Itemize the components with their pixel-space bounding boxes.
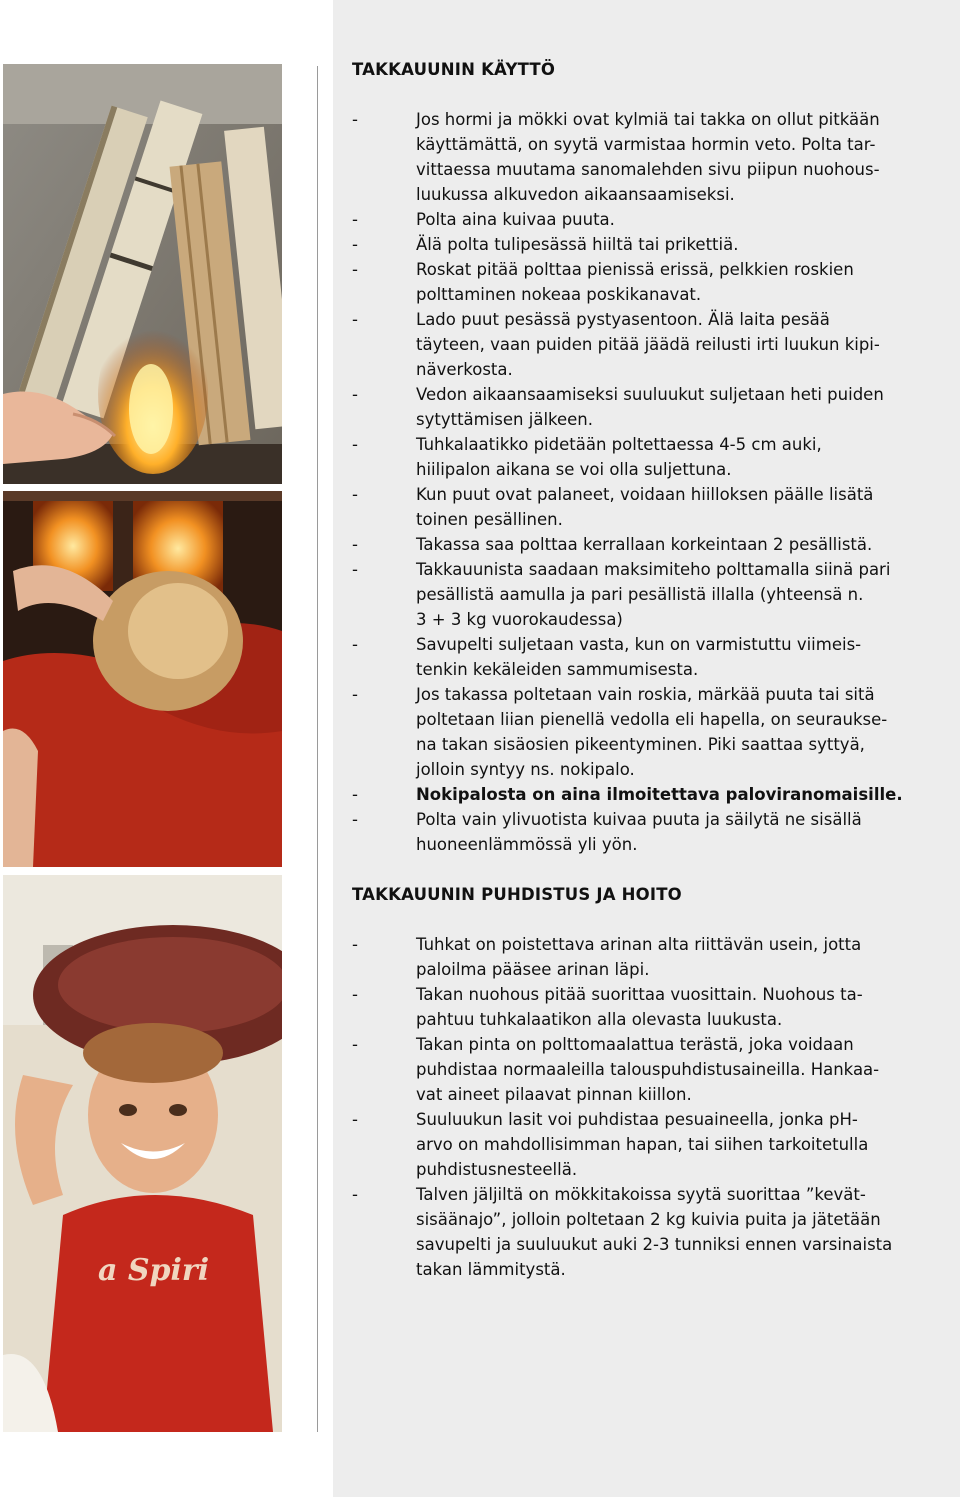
- list-item-text: Polta aina kuivaa puuta.: [416, 210, 615, 229]
- list-item-text: Takan nuohous pitää suorittaa vuosittain. Nuohous ta- pahtuu tuhkalaatikon alla olevasta luukusta.: [416, 985, 863, 1029]
- bullet-dash: -: [352, 935, 358, 954]
- bullet-dash: -: [352, 485, 358, 504]
- list-item: [352, 682, 942, 782]
- list-item: [352, 482, 942, 532]
- list-item: [352, 207, 942, 232]
- list-item: [352, 432, 942, 482]
- photo-woman-by-fireplace: [3, 491, 282, 867]
- list-item-text: Jos hormi ja mökki ovat kylmiä tai takka on ollut pitkään käyttämättä, on syytä varmistaa hormin veto. Polta tar- vittaessa muutama sanomalehden sivu piipun nuohous- luukussa alkuvedon aikaansaamiseksi.: [416, 110, 880, 204]
- list-item-text: Älä polta tulipesässä hiiltä tai prikettiä.: [416, 235, 739, 254]
- list-item: [352, 932, 942, 982]
- list-item: [352, 382, 942, 432]
- vertical-divider: [317, 66, 318, 1432]
- list-item-text: Polta vain ylivuotista kuivaa puuta ja säilytä ne sisällä huoneenlämmössä yli yön.: [416, 810, 862, 854]
- bullet-dash: -: [352, 1110, 358, 1129]
- list-item-text: Takkauunista saadaan maksimiteho polttamalla siinä pari pesällistä aamulla ja pari pesällistä illalla (yhteensä n. 3 + 3 kg vuorokaudessa): [416, 560, 891, 629]
- list-item-text: Takassa saa polttaa kerrallaan korkeintaan 2 pesällistä.: [416, 535, 873, 554]
- bullet-dash: -: [352, 635, 358, 654]
- list-item: [352, 632, 942, 682]
- list-item: [352, 532, 942, 557]
- list-item-text: Roskat pitää polttaa pienissä erissä, pelkkien roskien polttaminen nokeaa poskikanavat.: [416, 260, 854, 304]
- bullet-dash: -: [352, 535, 358, 554]
- photo-boy-with-cushion: [3, 875, 282, 1432]
- usage-list: [352, 107, 942, 857]
- list-item: [352, 107, 942, 207]
- bullet-dash: -: [352, 385, 358, 404]
- photo-firewood-fire: [3, 64, 282, 484]
- bullet-dash: -: [352, 1035, 358, 1054]
- bullet-dash: -: [352, 260, 358, 279]
- list-item: [352, 982, 942, 1032]
- bullet-dash: -: [352, 1185, 358, 1204]
- bullet-dash: -: [352, 310, 358, 329]
- list-item-text: Jos takassa poltetaan vain roskia, märkää puuta tai sitä poltetaan liian pienellä vedolla eli hapella, on seuraukse- na takan sisäosien pikeentyminen. Piki saattaa syttyä, jolloin syntyy ns. nokipalo.: [416, 685, 888, 779]
- list-item: [352, 1107, 942, 1182]
- bullet-dash: -: [352, 210, 358, 229]
- list-item-text: Tuhkat on poistettava arinan alta riittävän usein, jotta paloilma pääsee arinan läpi.: [416, 935, 862, 979]
- bullet-dash: -: [352, 435, 358, 454]
- list-item-text: Takan pinta on polttomaalattua terästä, joka voidaan puhdistaa normaaleilla talouspuhdistusaineilla. Hankaa- vat aineet pilaavat pinnan kiillon.: [416, 1035, 880, 1104]
- list-item: [352, 1032, 942, 1107]
- list-item: [352, 257, 942, 307]
- list-item-text: Lado puut pesässä pystyasentoon. Älä laita pesää täyteen, vaan puiden pitää jäädä reilusti irti luukun kipi- näverkosta.: [416, 310, 880, 379]
- list-item: [352, 1182, 942, 1282]
- list-item: [352, 307, 942, 382]
- bullet-dash: -: [352, 110, 358, 129]
- list-item-text: Savupelti suljetaan vasta, kun on varmistuttu viimeis- tenkin kekäleiden sammumisesta.: [416, 635, 862, 679]
- text-content: [352, 57, 942, 1282]
- list-item-text: Kun puut ovat palaneet, voidaan hiilloksen päälle lisätä toinen pesällinen.: [416, 485, 874, 529]
- bullet-dash: -: [352, 810, 358, 829]
- list-item-text: Tuhkalaatikko pidetään poltettaessa 4-5 cm auki, hiilipalon aikana se voi olla suljettuna.: [416, 435, 822, 479]
- list-item: [352, 232, 942, 257]
- bullet-dash: -: [352, 235, 358, 254]
- list-item-text-bold: Nokipalosta on aina ilmoitettava paloviranomaisille.: [416, 785, 903, 804]
- section-title-cleaning: TAKKAUUNIN PUHDISTUS JA HOITO: [352, 885, 682, 904]
- list-item: [352, 557, 942, 632]
- bullet-dash: -: [352, 685, 358, 704]
- bullet-dash: -: [352, 785, 358, 804]
- list-item-text: Suuluukun lasit voi puhdistaa pesuaineella, jonka pH- arvo on mahdollisimman hapan, tai siihen tarkoitetulla puhdistusnesteellä.: [416, 1110, 869, 1179]
- bullet-dash: -: [352, 985, 358, 1004]
- list-item: [352, 807, 942, 857]
- shirt-print-text: a Spiri: [98, 1253, 210, 1288]
- section-title-usage: TAKKAUUNIN KÄYTTÖ: [352, 60, 556, 79]
- cleaning-list: [352, 932, 942, 1282]
- list-item-important: [352, 782, 942, 807]
- list-item-text: Talven jäljiltä on mökkitakoissa syytä suorittaa ”kevät- sisäänajo”, jolloin poltetaan 2 kg kuivia puita ja jätetään savupelti ja suuluukut auki 2-3 tunniksi ennen varsinaista takan lämmitystä.: [416, 1185, 893, 1279]
- list-item-text: Vedon aikaansaamiseksi suuluukut suljetaan heti puiden sytyttämisen jälkeen.: [416, 385, 884, 429]
- bullet-dash: -: [352, 560, 358, 579]
